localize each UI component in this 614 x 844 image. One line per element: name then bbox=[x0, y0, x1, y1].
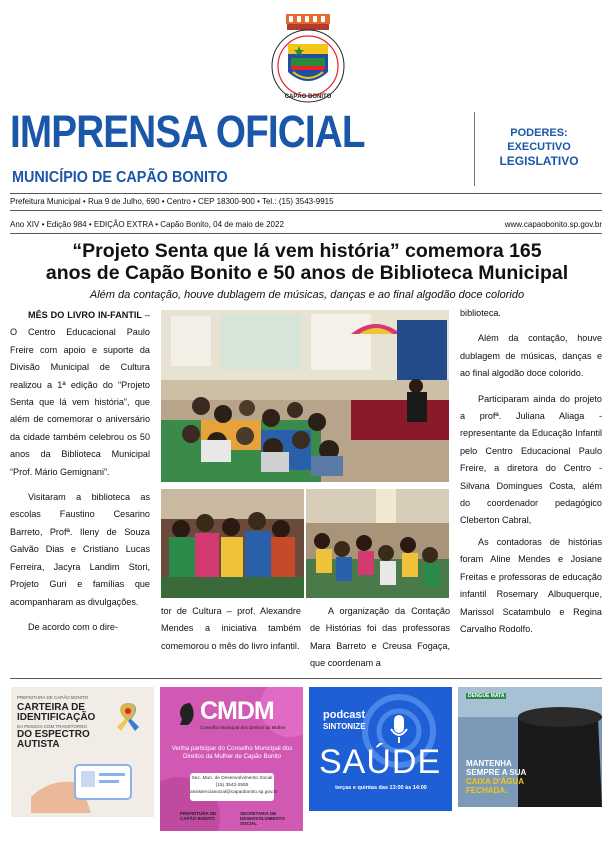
children-photo-right bbox=[306, 489, 449, 598]
ad4-message bbox=[466, 759, 526, 795]
power-legislative: LEGISLATIVO bbox=[499, 154, 579, 168]
woman-profile-icon bbox=[176, 701, 198, 727]
ad1-line-4: DO ESPECTRO bbox=[17, 729, 90, 740]
header-rule-mid bbox=[10, 210, 602, 211]
column-1-paragraph-2: Visitaram a biblioteca as escolas Faustino Cesarino Barreto, Profª. Ileny de Souza Galvão Dias e Cristiano Lucas Ferreira, Jacyra Landim Stori, Projeto Guri e famílias que acompanharam as divulgações. bbox=[10, 492, 150, 607]
ad2-footer-left: PREFEITURA DE CAPÃO BONITO bbox=[180, 811, 217, 821]
hand-holding-card-illustration bbox=[31, 757, 141, 813]
newspaper-title: IMPRENSA OFICIAL bbox=[10, 106, 365, 157]
municipality-name: MUNICÍPIO DE CAPÃO BONITO bbox=[12, 169, 228, 186]
ad1-line-1: CARTEIRA DE bbox=[17, 702, 85, 713]
ad4-tag: DENGUE MATA bbox=[468, 693, 505, 699]
article-headline bbox=[10, 240, 604, 284]
ad2-contact-box: Sec. Mun. de Desenvolvimento Social (15) 3542-2555 assistenciasocial@capaobonito.sp.gov.br bbox=[190, 773, 274, 801]
children-photo-left bbox=[161, 489, 304, 598]
header-rule-top bbox=[10, 193, 602, 194]
ad-podcast-saude[interactable] bbox=[309, 687, 452, 831]
microphone-icon bbox=[389, 715, 409, 745]
address-line: Prefeitura Municipal • Rua 9 de Julho, 690 • Centro • CEP 18300-900 • Tel.: (15) 3543-9915 bbox=[10, 197, 334, 206]
column-1-paragraph-3: De acordo com o dire- bbox=[28, 621, 118, 632]
ad2-footer-right: SECRETARIA DE DESENVOLVIMENTO SOCIAL bbox=[240, 811, 285, 826]
article-column-1 bbox=[10, 307, 150, 636]
ad1-line-3: DA PESSOA COM TRANSTORNO bbox=[17, 724, 87, 729]
ad2-body: Venha participar do Conselho Municipal dos Direitos da Mulher de Capão Bonito bbox=[171, 745, 293, 760]
headline-line-1: “Projeto Senta que lá vem história” comemora 165 bbox=[72, 240, 542, 262]
ads-divider bbox=[10, 678, 602, 679]
ad1-line-5: AUTISTA bbox=[17, 739, 60, 750]
ad1-footer-bar bbox=[11, 817, 154, 831]
article-column-4 bbox=[460, 305, 602, 638]
section-lead: MÊS DO LIVRO IN-FANTIL bbox=[28, 310, 142, 320]
column-4-paragraph-1: biblioteca. bbox=[460, 308, 501, 318]
article-column-2 bbox=[161, 603, 301, 655]
ad3-podcast: podcast bbox=[323, 709, 366, 721]
column-3-text: A organização da Contação de Histórias foi das professoras Mara Barreto e Creusa Fogaça, que coordenam a bbox=[310, 606, 450, 669]
column-4-paragraph-4: As contadoras de histórias foram Aline Mendes e Josiane Freitas e professoras de educação infantil Rosemary Albuquerque, Marissol Scatambulo e Regina Carvalho Rodolfo. bbox=[460, 536, 602, 634]
column-4-paragraph-2: Além da contação, houve dublagem de músicas, danças e ao final algodão doce colorido. bbox=[460, 333, 602, 379]
article-subhead: Além da contação, houve dublagem de músicas, danças e ao final algodão doce colorido bbox=[89, 289, 525, 301]
column-4-paragraph-3: Participaram ainda do projeto a profª. Juliana Aliaga - representante da Educação Infantil pelo Centro Educacional Paulo Freire, a diretora do Centro - Silvana Domingues Costa, além do coordenador pedagógico Cleberton Cabral, bbox=[460, 393, 602, 526]
headline-line-2: anos de Capão Bonito e 50 anos de Biblioteca Municipal bbox=[45, 262, 569, 284]
ad4-line-4: FECHADA. bbox=[466, 786, 508, 795]
ad4-line-3: CAIXA D'ÁGUA bbox=[466, 777, 525, 786]
header-rule-bottom bbox=[10, 233, 602, 234]
ad1-small-text: PREFEITURA DE CAPÃO BONITO bbox=[17, 695, 89, 700]
powers-box bbox=[480, 126, 598, 168]
ad2-subtitle: Conselho Municipal dos Direitos da Mulher bbox=[200, 725, 286, 730]
crest-text: CAPÃO BONITO bbox=[284, 94, 332, 100]
ad4-line-2: SEMPRE A SUA bbox=[466, 768, 527, 777]
ad-dengue-water-tank[interactable] bbox=[458, 687, 602, 831]
ad1-line-2: IDENTIFICAÇÃO bbox=[17, 712, 96, 723]
city-crest-logo bbox=[269, 14, 347, 106]
ad1-heading bbox=[17, 703, 95, 750]
storytelling-photo bbox=[161, 310, 449, 482]
column-2-text: tor de Cultura – prof. Alexandre Mendes a iniciativa também comemorou o mês do livro infantil. bbox=[161, 606, 301, 651]
ad-autism-id-card[interactable] bbox=[11, 687, 154, 831]
column-1-paragraph-1: – O Centro Educacional Paulo Freire com apoio e suporte da Divisão Municipal de Cultura realizou a 1ª edição do “Projeto Senta que lá vem história”, que além de comemorar o aniversário da cidade também celebrou os 50 anos da Biblioteca Municipal “Prof. Mário Gemignani”. bbox=[10, 310, 150, 477]
header-divider bbox=[474, 112, 475, 186]
awareness-ribbon-icon bbox=[111, 699, 145, 733]
ad3-saude: SAÚDE bbox=[319, 743, 442, 781]
ad3-schedule: terças e quintas das 13:00 às 14:00 bbox=[335, 785, 427, 791]
edition-line: Ano XIV • Edição 984 • EDIÇÃO EXTRA • Capão Bonito, 04 de maio de 2022 bbox=[10, 220, 284, 229]
ad2-title: CMDM bbox=[200, 697, 274, 725]
article-column-3 bbox=[310, 603, 450, 673]
ad4-line-1: MANTENHA bbox=[466, 759, 512, 768]
website-link[interactable]: www.capaobonito.sp.gov.br bbox=[504, 220, 602, 229]
ad-cmdm-women-council[interactable] bbox=[160, 687, 303, 831]
power-executive: EXECUTIVO bbox=[507, 141, 571, 153]
ad3-sintonize: SINTONIZE bbox=[323, 722, 366, 731]
powers-label: PODERES: bbox=[510, 127, 568, 139]
